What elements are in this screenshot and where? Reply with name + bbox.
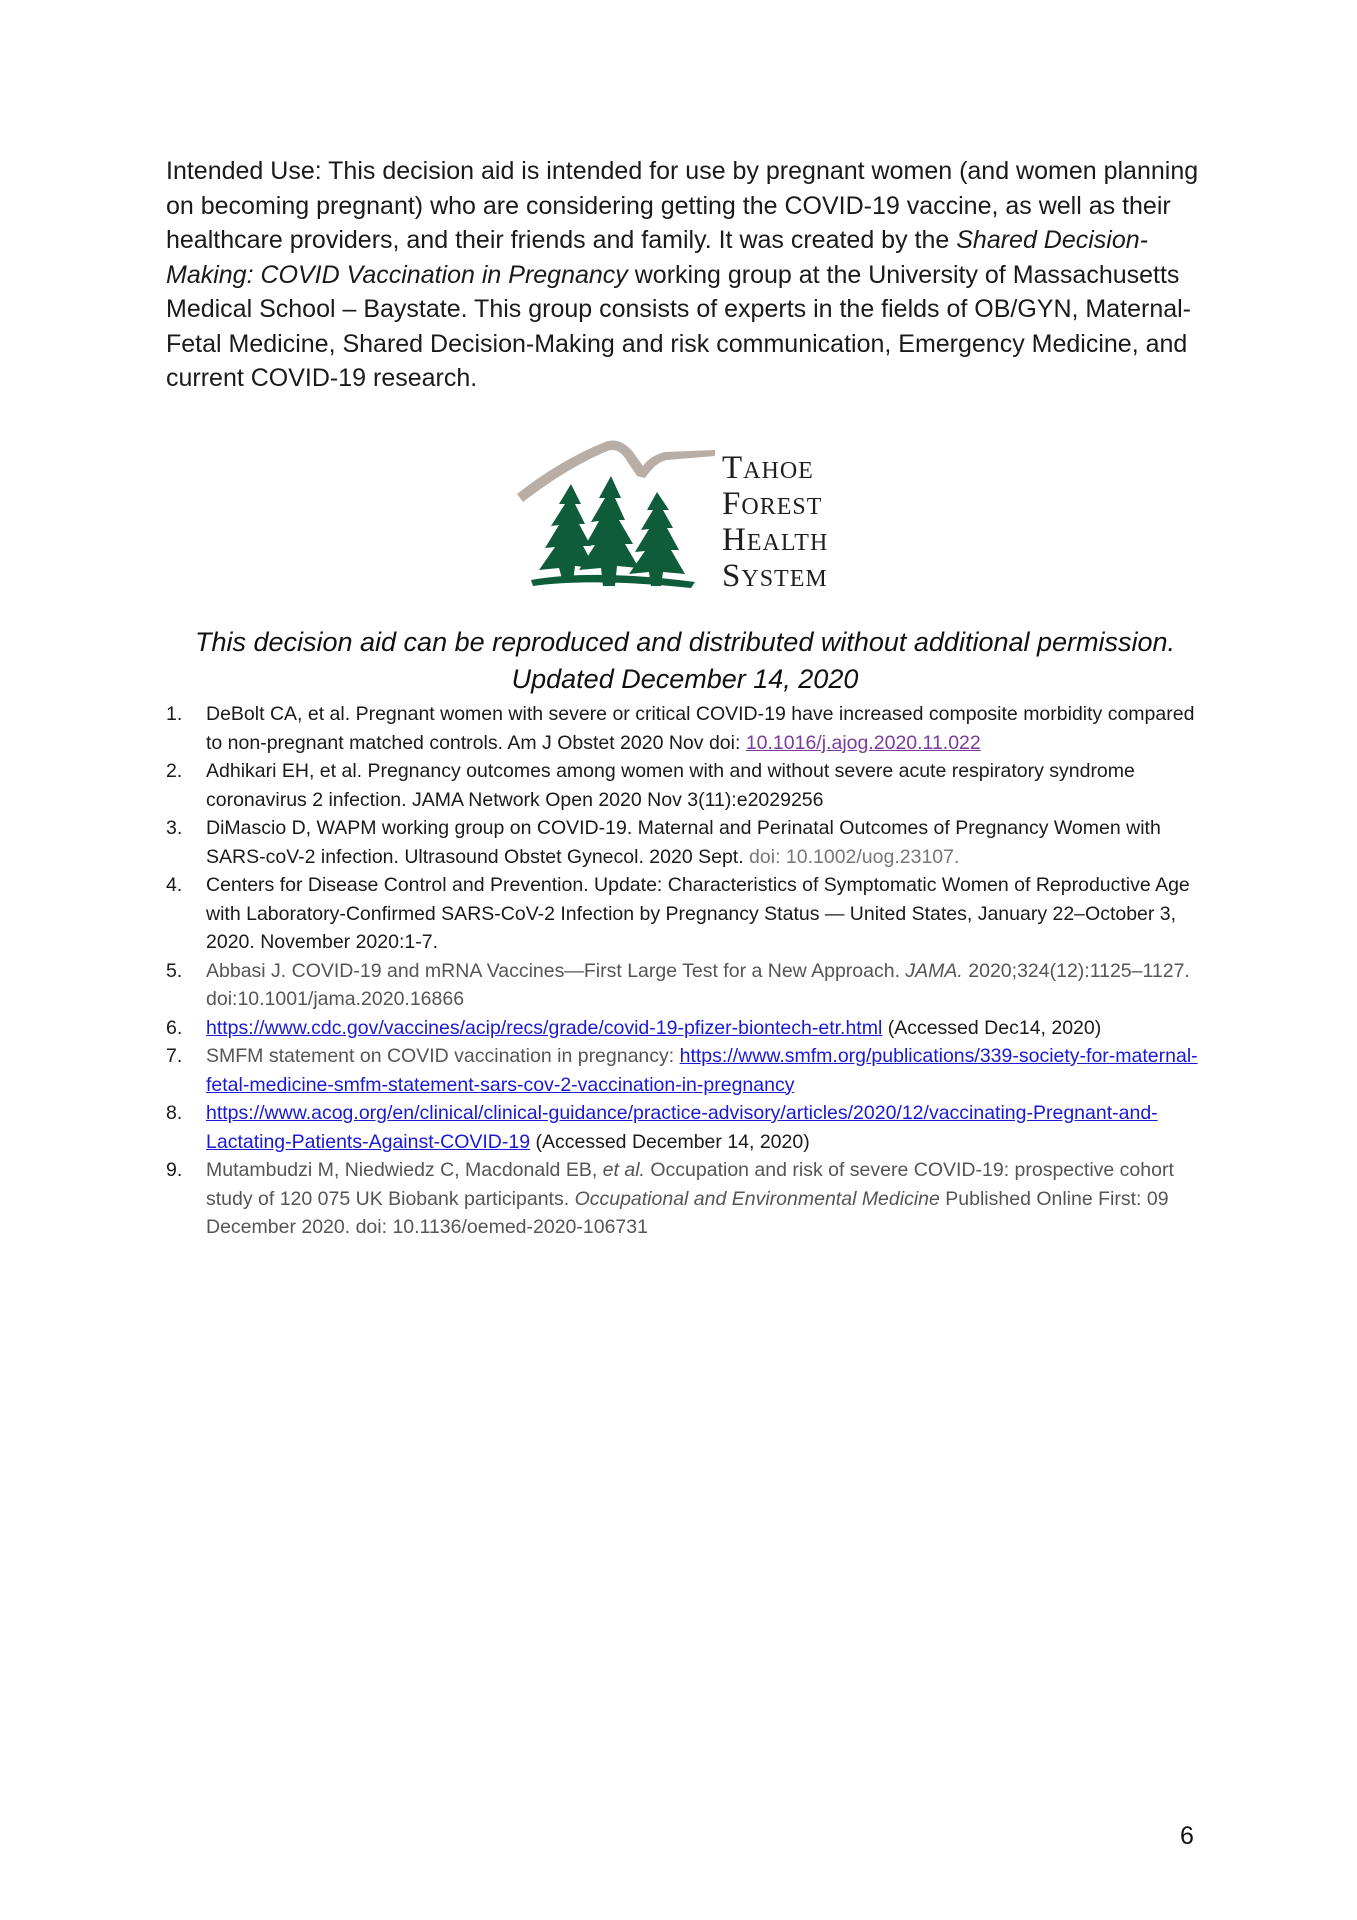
reference-item-3 bbox=[166, 814, 1206, 871]
et-al: et al. bbox=[602, 1159, 645, 1181]
reference-number: 6. bbox=[166, 1016, 183, 1039]
doi-link[interactable]: 10.1016/j.ajog.2020.11.022 bbox=[745, 731, 981, 754]
reproduction-notice bbox=[160, 624, 1210, 698]
logo-line-1-rest: AHOE bbox=[743, 458, 814, 484]
intended-use-text-2: working group at the University of Massachusetts Medical School – Baystate. This group consists of experts in the fields of OB/GYN, Maternal-Fetal Medicine, Shared Decision-Making and risk communication, Emergency Medicine, and current COVID-19 research. bbox=[166, 260, 1192, 392]
reference-text-cont: Occupation and risk of severe COVID-19: prospective cohort study of 120 075 UK Biobank participants. bbox=[206, 1159, 1174, 1210]
reference-text: Adhikari EH, et al. Pregnancy outcomes among women with and without severe acute respiratory syndrome coronavirus 2 infection. JAMA Network Open 2020 Nov 3(11):e2029256 bbox=[206, 760, 1135, 811]
reference-item-9 bbox=[166, 1156, 1206, 1242]
intended-use-text-1: Intended Use: This decision aid is intended for use by pregnant women (and women planning on becoming pregnant) who are considering getting the COVID-19 vaccine, as well as their healthcare providers, and their friends and family. It was created by the bbox=[166, 157, 1199, 254]
reference-number: 1. bbox=[166, 703, 183, 725]
reference-item-7 bbox=[166, 1042, 1206, 1099]
reference-item-5 bbox=[166, 957, 1206, 1014]
reference-number: 7. bbox=[166, 1045, 183, 1067]
reference-number: 4. bbox=[166, 874, 183, 896]
reference-text: SMFM statement on COVID vaccination in pregnancy: bbox=[206, 1045, 680, 1067]
tahoe-forest-logo bbox=[515, 432, 855, 592]
cdc-link[interactable]: https://www.cdc.gov/vaccines/acip/recs/grade/covid-19-pfizer-biontech-etr.html bbox=[206, 1016, 883, 1039]
smfm-link[interactable]: https://www.smfm.org/publications/339-society-for-maternal-fetal-medicine-smfm-statement-sars-cov-2-vaccination-in-pregnancy bbox=[206, 1045, 1198, 1096]
updated-date: Updated December 14, 2020 bbox=[511, 664, 859, 694]
reference-text: DeBolt CA, et al. Pregnant women with severe or critical COVID-19 have increased composite morbidity compared to non-pregnant matched controls. Am J Obstet 2020 Nov doi: bbox=[206, 703, 1195, 754]
references-list bbox=[166, 700, 1206, 1242]
reference-number: 9. bbox=[166, 1159, 183, 1181]
accessed-date: (Accessed Dec14, 2020) bbox=[882, 1016, 1102, 1039]
reference-doi: doi: 10.1002/uog.23107. bbox=[749, 845, 960, 868]
logo-line-4: SYSTEM bbox=[722, 558, 828, 594]
reference-text: DiMascio D, WAPM working group on COVID-19. Maternal and Perinatal Outcomes of Pregnancy Women with SARS-coV-2 infection. Ultrasound Obstet Gynecol. 2020 Sept. bbox=[206, 817, 1161, 868]
reference-item-4 bbox=[166, 871, 1206, 957]
journal-name: JAMA. bbox=[905, 959, 963, 982]
reference-number: 5. bbox=[166, 959, 183, 982]
accessed-date: (Accessed December 14, 2020) bbox=[530, 1130, 810, 1153]
reproduction-notice-line: This decision aid can be reproduced and distributed without additional permission. bbox=[194, 627, 1176, 657]
logo-line-3-rest: EALTH bbox=[746, 530, 829, 556]
logo-line-2-rest: OREST bbox=[741, 494, 823, 520]
reference-number: 2. bbox=[166, 760, 183, 782]
logo-line-2: FOREST bbox=[722, 486, 823, 522]
journal-name: Occupational and Environmental Medicine bbox=[574, 1187, 940, 1210]
reference-text: Mutambudzi M, Niedwiedz C, Macdonald EB, bbox=[206, 1159, 603, 1181]
reference-item-8 bbox=[166, 1099, 1206, 1156]
reference-item-2 bbox=[166, 757, 1206, 814]
working-group-name: Shared Decision-Making: COVID Vaccination in Pregnancy bbox=[166, 226, 1148, 289]
reference-text-end: Published Online First: 09 December 2020. doi: 10.1136/oemed-2020-106731 bbox=[206, 1187, 1169, 1238]
reference-text-cont: 2020;324(12):1125–1127. doi:10.1001/jama.2020.16866 bbox=[206, 959, 1190, 1010]
acog-link[interactable]: https://www.acog.org/en/clinical/clinical-guidance/practice-advisory/articles/2020/12/vaccinating-Pregnant-and-Lactating-Patients-Against-COVID-19 bbox=[206, 1102, 1158, 1153]
reference-number: 8. bbox=[166, 1102, 183, 1124]
reference-text: Abbasi J. COVID-19 and mRNA Vaccines—First Large Test for a New Approach. bbox=[206, 959, 906, 982]
logo-line-1: TAHOE bbox=[722, 450, 814, 486]
logo-line-4-rest: YSTEM bbox=[741, 566, 828, 592]
reference-item-6 bbox=[166, 1014, 1206, 1043]
reference-number: 3. bbox=[166, 817, 183, 839]
page-number: 6 bbox=[1180, 1822, 1194, 1850]
reference-item-1 bbox=[166, 700, 1206, 757]
intended-use-paragraph bbox=[166, 154, 1206, 396]
logo-wordmark bbox=[722, 452, 828, 596]
tree-mountain-logo-icon bbox=[515, 432, 725, 592]
reference-text: Centers for Disease Control and Prevention. Update: Characteristics of Symptomatic Women of Reproductive Age with Laboratory-Confirmed SARS-CoV-2 Infection by Pregnancy Status — United States, January 22–October 3, 2020. November 2020:1-7. bbox=[206, 874, 1190, 953]
logo-line-3: HEALTH bbox=[722, 522, 829, 558]
